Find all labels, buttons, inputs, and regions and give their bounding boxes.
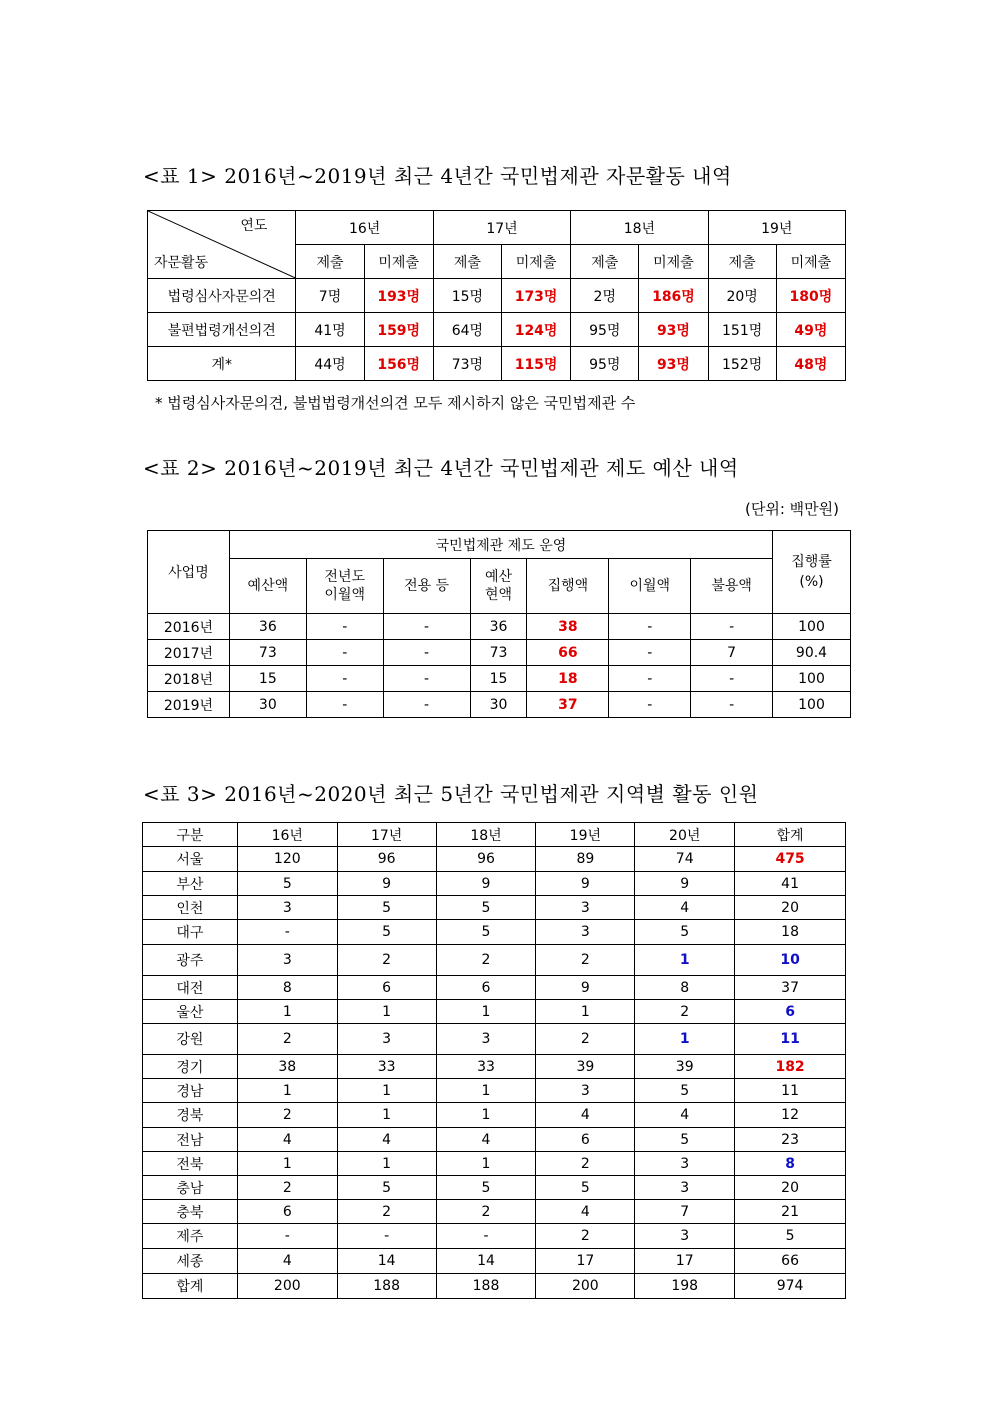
value-cell: - — [306, 692, 383, 718]
column-header: 19년 — [536, 823, 635, 847]
value-cell: 15 — [470, 666, 527, 692]
count-cell: 39 — [536, 1055, 635, 1079]
count-cell: 198 — [635, 1274, 735, 1299]
submitted-cell: 152명 — [708, 347, 776, 381]
corner-activity-label: 자문활동 — [154, 255, 209, 271]
submitted-cell: 20명 — [708, 279, 776, 313]
count-cell: 9 — [536, 872, 635, 896]
count-cell: 8 — [237, 976, 337, 1000]
value-cell: 73 — [229, 640, 306, 666]
count-cell: 2 — [436, 945, 536, 976]
count-cell: 5 — [635, 920, 735, 945]
value-cell: 90.4 — [773, 640, 851, 666]
value-cell: 36 — [229, 614, 306, 640]
rate-label: 집행률 — [791, 554, 832, 570]
table-row — [143, 1274, 846, 1299]
table3-title: <표 3> 2016년~2020년 최근 5년간 국민법제관 지역별 활동 인원 — [143, 782, 759, 806]
advisory-activity-table — [147, 210, 846, 381]
count-cell: 3 — [237, 896, 337, 920]
count-cell: 39 — [635, 1055, 735, 1079]
not-submitted-cell: 159명 — [364, 313, 433, 347]
count-cell: 1 — [237, 1152, 337, 1176]
not-submitted-header: 미제출 — [776, 245, 845, 279]
table-row — [148, 614, 851, 640]
year-cell: 2018년 — [148, 666, 230, 692]
count-cell: 17 — [635, 1249, 735, 1274]
region-cell: 대전 — [143, 976, 238, 1000]
submitted-header: 제출 — [296, 245, 364, 279]
count-cell: 1 — [337, 1152, 436, 1176]
count-cell: 1 — [237, 1079, 337, 1103]
count-cell: 1 — [337, 1000, 436, 1024]
regional-members-table — [142, 822, 846, 1299]
count-cell: 33 — [337, 1055, 436, 1079]
count-cell: 182 — [735, 1055, 846, 1079]
region-cell: 합계 — [143, 1274, 238, 1299]
table-row — [143, 1024, 846, 1055]
not-submitted-cell: 48명 — [776, 347, 845, 381]
table-row — [148, 640, 851, 666]
count-cell: 3 — [635, 1176, 735, 1200]
value-cell: 73 — [470, 640, 527, 666]
unit-label: (단위: 백만원) — [745, 500, 839, 518]
column-header: 구분 — [143, 823, 238, 847]
column-header: 20년 — [635, 823, 735, 847]
column-header: 18년 — [436, 823, 536, 847]
count-cell: 11 — [735, 1024, 846, 1055]
count-cell: 1 — [436, 1152, 536, 1176]
not-submitted-cell: 173명 — [501, 279, 570, 313]
count-cell: - — [436, 1224, 536, 1249]
table-row — [148, 666, 851, 692]
value-cell: 100 — [773, 666, 851, 692]
count-cell: 1 — [237, 1000, 337, 1024]
table-row — [143, 1000, 846, 1024]
region-cell: 제주 — [143, 1224, 238, 1249]
count-cell: 5 — [735, 1224, 846, 1249]
value-cell: - — [383, 614, 470, 640]
table-row — [143, 872, 846, 896]
count-cell: 3 — [536, 920, 635, 945]
executed-amount-cell: 37 — [527, 692, 609, 718]
count-cell: 10 — [735, 945, 846, 976]
corner-header-cell — [148, 211, 296, 279]
table-row — [148, 279, 846, 313]
year-header: 19년 — [708, 211, 845, 245]
submitted-cell: 7명 — [296, 279, 364, 313]
count-cell: 9 — [436, 872, 536, 896]
submitted-cell: 73명 — [433, 347, 501, 381]
region-cell: 경남 — [143, 1079, 238, 1103]
count-cell: 2 — [436, 1200, 536, 1224]
submitted-header: 제출 — [433, 245, 501, 279]
table2-title: <표 2> 2016년~2019년 최근 4년간 국민법제관 제도 예산 내역 — [143, 456, 739, 480]
region-cell: 충북 — [143, 1200, 238, 1224]
not-submitted-cell: 93명 — [639, 313, 708, 347]
count-cell: 4 — [237, 1128, 337, 1152]
count-cell: 3 — [536, 896, 635, 920]
submitted-header: 제출 — [571, 245, 639, 279]
table-row — [143, 945, 846, 976]
table-row — [143, 1079, 846, 1103]
count-cell: 1 — [436, 1103, 536, 1128]
year-header: 16년 — [296, 211, 433, 245]
value-cell: - — [609, 692, 691, 718]
executed-amount-cell: 18 — [527, 666, 609, 692]
value-cell: 30 — [470, 692, 527, 718]
year-header: 18년 — [571, 211, 708, 245]
value-cell: - — [609, 614, 691, 640]
count-cell: 23 — [735, 1128, 846, 1152]
not-submitted-cell: 193명 — [364, 279, 433, 313]
count-cell: 17 — [536, 1249, 635, 1274]
count-cell: 2 — [536, 1224, 635, 1249]
year-cell: 2019년 — [148, 692, 230, 718]
count-cell: 5 — [337, 1176, 436, 1200]
execution-rate-header — [773, 531, 851, 614]
count-cell: 1 — [436, 1000, 536, 1024]
sub-column-header: 전용 등 — [383, 559, 470, 614]
count-cell: 20 — [735, 1176, 846, 1200]
count-cell: 12 — [735, 1103, 846, 1128]
executed-amount-cell: 66 — [527, 640, 609, 666]
row-label: 불편법령개선의견 — [148, 313, 296, 347]
submitted-cell: 95명 — [571, 347, 639, 381]
count-cell: 1 — [635, 945, 735, 976]
value-cell: - — [383, 640, 470, 666]
table-row — [148, 313, 846, 347]
value-cell: 7 — [691, 640, 773, 666]
value-cell: - — [609, 640, 691, 666]
count-cell: 3 — [337, 1024, 436, 1055]
not-submitted-cell: 115명 — [501, 347, 570, 381]
not-submitted-cell: 186명 — [639, 279, 708, 313]
submitted-cell: 15명 — [433, 279, 501, 313]
count-cell: 2 — [237, 1103, 337, 1128]
count-cell: 4 — [436, 1128, 536, 1152]
count-cell: 6 — [735, 1000, 846, 1024]
count-cell: 3 — [536, 1079, 635, 1103]
count-cell: 4 — [237, 1249, 337, 1274]
count-cell: 9 — [337, 872, 436, 896]
rate-unit: (%) — [799, 574, 824, 590]
budget-table — [147, 530, 851, 718]
project-name-header: 사업명 — [148, 531, 230, 614]
count-cell: 9 — [536, 976, 635, 1000]
corner-year-label: 연도 — [240, 218, 268, 234]
count-cell: 1 — [436, 1079, 536, 1103]
count-cell: 188 — [436, 1274, 536, 1299]
year-cell: 2017년 — [148, 640, 230, 666]
count-cell: 5 — [436, 1176, 536, 1200]
count-cell: 5 — [337, 920, 436, 945]
region-cell: 인천 — [143, 896, 238, 920]
not-submitted-cell: 124명 — [501, 313, 570, 347]
count-cell: 2 — [635, 1000, 735, 1024]
count-cell: - — [237, 920, 337, 945]
count-cell: 20 — [735, 896, 846, 920]
count-cell: 96 — [436, 847, 536, 872]
sub-column-header: 예산액 — [229, 559, 306, 614]
year-cell: 2016년 — [148, 614, 230, 640]
region-cell: 충남 — [143, 1176, 238, 1200]
region-cell: 전북 — [143, 1152, 238, 1176]
value-cell: 100 — [773, 692, 851, 718]
count-cell: 5 — [436, 920, 536, 945]
count-cell: 3 — [436, 1024, 536, 1055]
count-cell: 4 — [635, 1103, 735, 1128]
count-cell: 3 — [635, 1224, 735, 1249]
value-cell: 100 — [773, 614, 851, 640]
count-cell: 974 — [735, 1274, 846, 1299]
value-cell: - — [691, 692, 773, 718]
region-cell: 경북 — [143, 1103, 238, 1128]
count-cell: 188 — [337, 1274, 436, 1299]
table-row — [143, 1103, 846, 1128]
region-cell: 대구 — [143, 920, 238, 945]
count-cell: - — [337, 1224, 436, 1249]
column-header: 16년 — [237, 823, 337, 847]
table1-title: <표 1> 2016년~2019년 최근 4년간 국민법제관 자문활동 내역 — [143, 164, 732, 188]
region-cell: 광주 — [143, 945, 238, 976]
count-cell: 6 — [237, 1200, 337, 1224]
submitted-cell: 95명 — [571, 313, 639, 347]
count-cell: 3 — [635, 1152, 735, 1176]
count-cell: 4 — [536, 1103, 635, 1128]
executed-amount-cell: 38 — [527, 614, 609, 640]
count-cell: 1 — [536, 1000, 635, 1024]
not-submitted-header: 미제출 — [364, 245, 433, 279]
sub-column-header: 예산 현액 — [470, 559, 527, 614]
not-submitted-cell: 49명 — [776, 313, 845, 347]
count-cell: 200 — [536, 1274, 635, 1299]
table-row — [143, 1249, 846, 1274]
count-cell: 74 — [635, 847, 735, 872]
submitted-cell: 64명 — [433, 313, 501, 347]
not-submitted-cell: 156명 — [364, 347, 433, 381]
not-submitted-cell: 180명 — [776, 279, 845, 313]
count-cell: 5 — [635, 1079, 735, 1103]
count-cell: 4 — [337, 1128, 436, 1152]
value-cell: - — [609, 666, 691, 692]
table-row — [143, 920, 846, 945]
table-row — [148, 692, 851, 718]
region-cell: 서울 — [143, 847, 238, 872]
value-cell: - — [306, 640, 383, 666]
value-cell: - — [306, 666, 383, 692]
count-cell: 89 — [536, 847, 635, 872]
column-header: 합계 — [735, 823, 846, 847]
count-cell: 7 — [635, 1200, 735, 1224]
sub-column-header: 전년도 이월액 — [306, 559, 383, 614]
count-cell: 8 — [735, 1152, 846, 1176]
value-cell: - — [691, 666, 773, 692]
count-cell: 2 — [237, 1024, 337, 1055]
sub-column-header: 불용액 — [691, 559, 773, 614]
table-row — [148, 347, 846, 381]
count-cell: 1 — [635, 1024, 735, 1055]
region-cell: 세종 — [143, 1249, 238, 1274]
row-label: 계* — [148, 347, 296, 381]
value-cell: 36 — [470, 614, 527, 640]
table-row — [143, 1200, 846, 1224]
table-row — [143, 976, 846, 1000]
count-cell: 5 — [337, 896, 436, 920]
count-cell: 2 — [337, 1200, 436, 1224]
count-cell: 4 — [635, 896, 735, 920]
region-cell: 경기 — [143, 1055, 238, 1079]
count-cell: 33 — [436, 1055, 536, 1079]
count-cell: 8 — [635, 976, 735, 1000]
table-row — [143, 1152, 846, 1176]
sub-column-header: 이월액 — [609, 559, 691, 614]
count-cell: 21 — [735, 1200, 846, 1224]
not-submitted-header: 미제출 — [501, 245, 570, 279]
count-cell: 2 — [536, 1152, 635, 1176]
value-cell: 30 — [229, 692, 306, 718]
submitted-cell: 41명 — [296, 313, 364, 347]
count-cell: 66 — [735, 1249, 846, 1274]
count-cell: 96 — [337, 847, 436, 872]
region-cell: 전남 — [143, 1128, 238, 1152]
count-cell: 5 — [237, 872, 337, 896]
year-header: 17년 — [433, 211, 570, 245]
count-cell: 1 — [337, 1103, 436, 1128]
region-cell: 강원 — [143, 1024, 238, 1055]
table-row — [143, 1224, 846, 1249]
table-row — [143, 1055, 846, 1079]
count-cell: 5 — [536, 1176, 635, 1200]
not-submitted-cell: 93명 — [639, 347, 708, 381]
table-row — [143, 1176, 846, 1200]
value-cell: 15 — [229, 666, 306, 692]
count-cell: 200 — [237, 1274, 337, 1299]
submitted-cell: 2명 — [571, 279, 639, 313]
count-cell: 14 — [337, 1249, 436, 1274]
count-cell: 38 — [237, 1055, 337, 1079]
count-cell: 120 — [237, 847, 337, 872]
count-cell: 3 — [237, 945, 337, 976]
submitted-header: 제출 — [708, 245, 776, 279]
column-header: 17년 — [337, 823, 436, 847]
table-row — [143, 1128, 846, 1152]
count-cell: 2 — [337, 945, 436, 976]
count-cell: 5 — [436, 896, 536, 920]
count-cell: 11 — [735, 1079, 846, 1103]
not-submitted-header: 미제출 — [639, 245, 708, 279]
submitted-cell: 151명 — [708, 313, 776, 347]
header-row — [143, 823, 846, 847]
region-cell: 부산 — [143, 872, 238, 896]
count-cell: 6 — [337, 976, 436, 1000]
count-cell: 5 — [635, 1128, 735, 1152]
group-header: 국민법제관 제도 운영 — [229, 531, 772, 559]
count-cell: - — [237, 1224, 337, 1249]
submitted-cell: 44명 — [296, 347, 364, 381]
table-row — [143, 896, 846, 920]
row-label: 법령심사자문의견 — [148, 279, 296, 313]
count-cell: 4 — [536, 1200, 635, 1224]
count-cell: 2 — [536, 945, 635, 976]
count-cell: 18 — [735, 920, 846, 945]
value-cell: - — [306, 614, 383, 640]
count-cell: 1 — [337, 1079, 436, 1103]
sub-column-header: 집행액 — [527, 559, 609, 614]
count-cell: 14 — [436, 1249, 536, 1274]
count-cell: 475 — [735, 847, 846, 872]
value-cell: - — [383, 666, 470, 692]
count-cell: 6 — [436, 976, 536, 1000]
table1-footnote: * 법령심사자문의견, 불법법령개선의견 모두 제시하지 않은 국민법제관 수 — [155, 394, 636, 412]
count-cell: 2 — [536, 1024, 635, 1055]
value-cell: - — [383, 692, 470, 718]
region-cell: 울산 — [143, 1000, 238, 1024]
count-cell: 9 — [635, 872, 735, 896]
count-cell: 41 — [735, 872, 846, 896]
count-cell: 6 — [536, 1128, 635, 1152]
value-cell: - — [691, 614, 773, 640]
count-cell: 2 — [237, 1176, 337, 1200]
table-row — [143, 847, 846, 872]
count-cell: 37 — [735, 976, 846, 1000]
